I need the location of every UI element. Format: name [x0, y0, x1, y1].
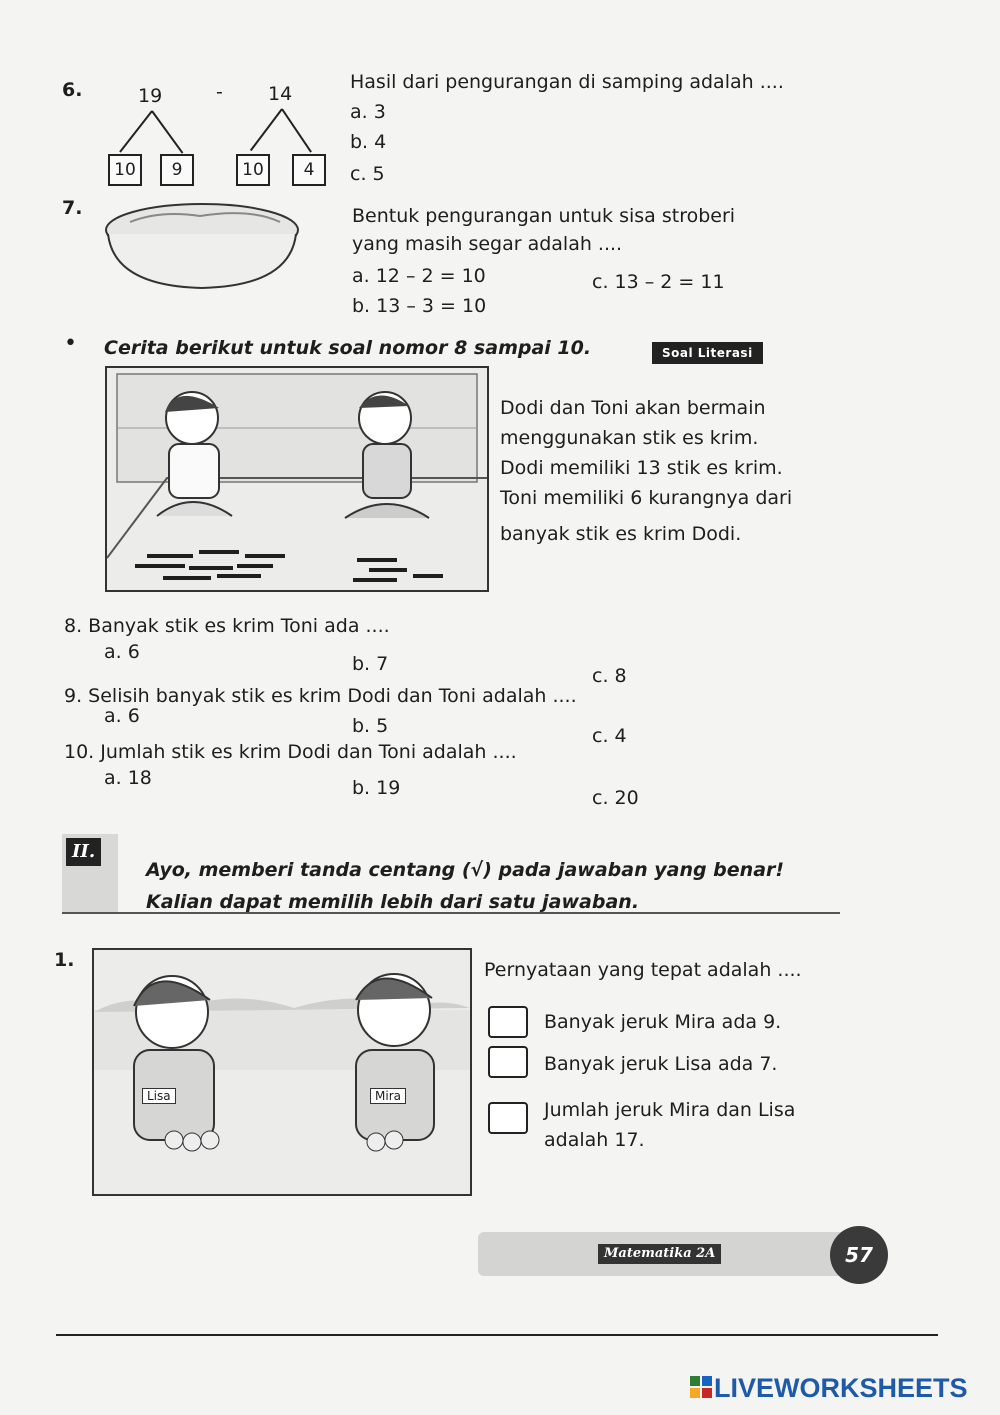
s2q1-prompt: Pernyataan yang tepat adalah ....	[484, 959, 802, 981]
q9-option-b[interactable]: b. 5	[352, 715, 389, 737]
choice-2-text: Banyak jeruk Lisa ada 7.	[544, 1053, 778, 1075]
q10-option-a[interactable]: a. 18	[104, 767, 152, 789]
ice-cream-stick	[353, 578, 397, 582]
story-line-4: Toni memiliki 6 kurangnya dari	[500, 487, 793, 509]
q7-number: 7.	[62, 197, 83, 219]
q6-box-2: 9	[160, 154, 194, 186]
girls-with-oranges-illustration	[92, 948, 472, 1196]
q8-question: 8. Banyak stik es krim Toni ada ....	[64, 615, 390, 637]
q9-option-c[interactable]: c. 4	[592, 725, 627, 747]
q10-option-c[interactable]: c. 20	[592, 787, 639, 809]
section-instruction-line2: Kalian dapat memilih lebih dari satu jawaban.	[146, 891, 640, 913]
ice-cream-stick	[147, 554, 193, 558]
q6-option-a[interactable]: a. 3	[350, 101, 386, 123]
children-playing-illustration	[105, 366, 489, 592]
q10-question: 10. Jumlah stik es krim Dodi dan Toni adalah ....	[64, 741, 517, 763]
q6-number: 6.	[62, 79, 83, 101]
mira-name-tag: Mira	[370, 1088, 406, 1104]
q6-minus-sign: -	[216, 81, 223, 103]
ice-cream-stick	[245, 554, 285, 558]
q7-question-line1: Bentuk pengurangan untuk sisa stroberi	[352, 205, 736, 227]
choice-3-text-line2: adalah 17.	[544, 1129, 645, 1151]
story-line-1: Dodi dan Toni akan bermain	[500, 397, 766, 419]
choice-1-text: Banyak jeruk Mira ada 9.	[544, 1011, 782, 1033]
q6-question: Hasil dari pengurangan di samping adalah ....	[350, 71, 784, 93]
q6-top-right-number: 14	[268, 83, 293, 105]
story-line-5: banyak stik es krim Dodi.	[500, 523, 742, 545]
q9-option-a[interactable]: a. 6	[104, 705, 140, 727]
ice-cream-stick	[199, 550, 239, 554]
story-line-2: menggunakan stik es krim.	[500, 427, 759, 449]
ice-cream-stick	[135, 564, 185, 568]
checkbox-choice-1[interactable]	[488, 1006, 528, 1038]
q7-question-line2: yang masih segar adalah ....	[352, 233, 623, 255]
q6-branch-line	[281, 108, 312, 152]
q6-branch-line	[151, 110, 183, 153]
ice-cream-stick	[357, 558, 397, 562]
s2q1-number: 1.	[54, 949, 75, 971]
bullet: •	[64, 331, 77, 356]
page-number: 57	[830, 1226, 888, 1284]
ice-cream-stick	[369, 568, 407, 572]
ice-cream-stick	[413, 574, 443, 578]
q7-option-a[interactable]: a. 12 – 2 = 10	[352, 265, 486, 287]
q8-option-a[interactable]: a. 6	[104, 641, 140, 663]
story-line-3: Dodi memiliki 13 stik es krim.	[500, 457, 783, 479]
bottom-rule	[56, 1334, 938, 1336]
q7-option-b[interactable]: b. 13 – 3 = 10	[352, 295, 487, 317]
q6-top-left-number: 19	[138, 85, 163, 107]
lisa-name-tag: Lisa	[142, 1088, 176, 1104]
q10-option-b[interactable]: b. 19	[352, 777, 401, 799]
liveworksheets-logo-icon	[690, 1376, 712, 1398]
q6-box-4: 4	[292, 154, 326, 186]
q6-branch-line	[250, 108, 283, 151]
brand-name[interactable]: LIVEWORKSHEETS	[714, 1373, 968, 1403]
checkbox-choice-3[interactable]	[488, 1102, 528, 1134]
strawberry-bowl-illustration	[100, 194, 305, 294]
ice-cream-stick	[163, 576, 211, 580]
q6-option-c[interactable]: c. 5	[350, 163, 385, 185]
q9-question: 9. Selisih banyak stik es krim Dodi dan Toni adalah ....	[64, 685, 577, 707]
literacy-badge: Soal Literasi	[652, 342, 763, 364]
q7-option-c[interactable]: c. 13 – 2 = 11	[592, 271, 725, 293]
ice-cream-stick	[237, 564, 273, 568]
choice-3-text: Jumlah jeruk Mira dan Lisa	[544, 1099, 796, 1121]
ice-cream-stick	[189, 566, 233, 570]
q6-branch-line	[119, 110, 153, 152]
book-title: Matematika 2A	[598, 1244, 721, 1264]
checkbox-choice-2[interactable]	[488, 1046, 528, 1078]
q8-option-b[interactable]: b. 7	[352, 653, 389, 675]
q6-option-b[interactable]: b. 4	[350, 131, 387, 153]
q8-option-c[interactable]: c. 8	[592, 665, 627, 687]
story-heading: Cerita berikut untuk soal nomor 8 sampai 10.	[104, 337, 592, 359]
q6-box-3: 10	[236, 154, 270, 186]
section-number: II.	[66, 838, 101, 866]
q6-box-1: 10	[108, 154, 142, 186]
ice-cream-stick	[217, 574, 261, 578]
section-instruction-line1: Ayo, memberi tanda centang (√) pada jawaban yang benar!	[146, 859, 785, 881]
